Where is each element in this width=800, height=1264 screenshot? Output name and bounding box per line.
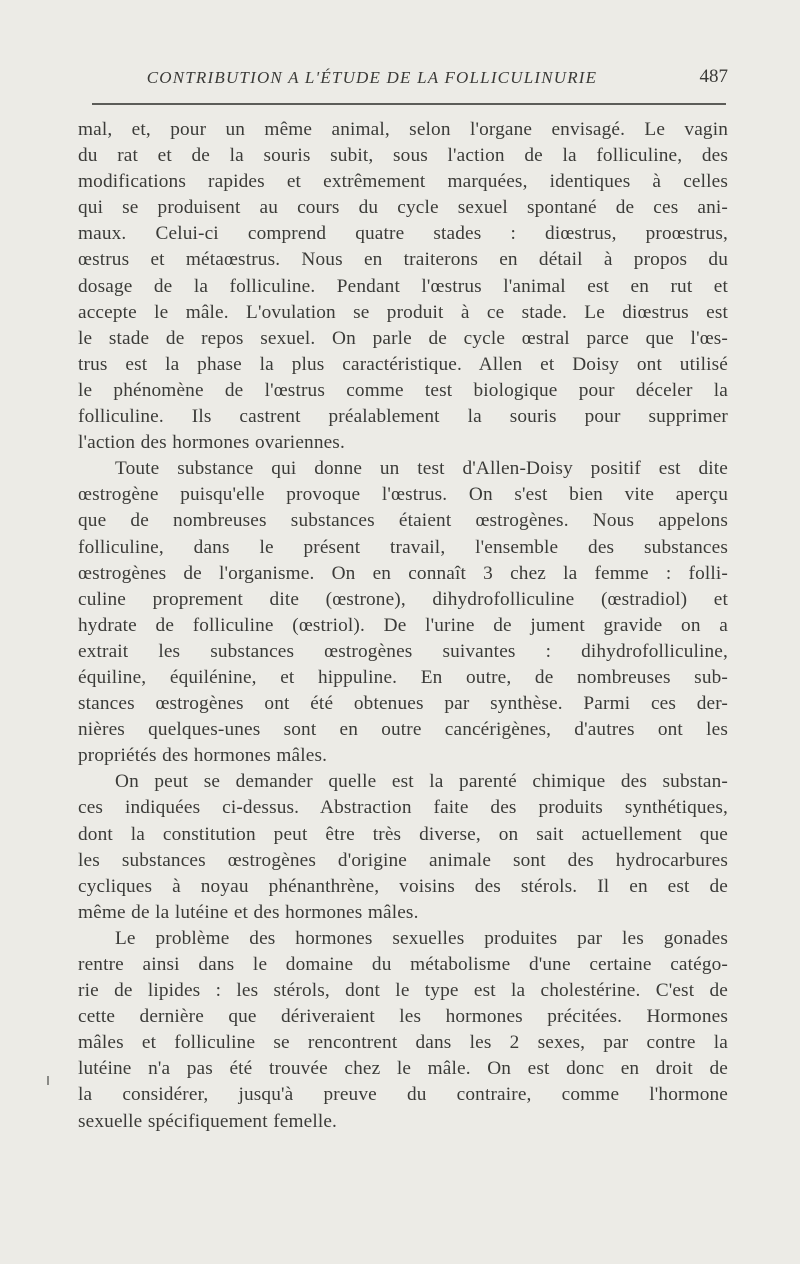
text-line: que de nombreuses substances étaient œstrogènes. Nous appelons: [78, 510, 728, 532]
text-line: stances œstrogènes ont été obtenues par synthèse. Parmi ces der-: [78, 693, 728, 715]
text-line: l'action des hormones ovariennes.: [78, 432, 345, 454]
text-line: dont la constitution peut être très diverse, on sait actuellement que: [78, 823, 728, 845]
text-line: dosage de la folliculine. Pendant l'œstrus l'animal est en rut et: [78, 275, 728, 297]
paragraph: [78, 926, 728, 1135]
text-line: la considérer, jusqu'à preuve du contraire, comme l'hormone: [78, 1084, 728, 1106]
text-line: extrait les substances œstrogènes suivantes : dihydrofolliculine,: [78, 640, 728, 662]
paragraph: [78, 456, 728, 769]
text-line: mal, et, pour un même animal, selon l'organe envisagé. Le vagin: [78, 119, 728, 140]
text-line: rie de lipides : les stérols, dont le type est la cholestérine. C'est de: [78, 980, 728, 1002]
text-line: équiline, équilénine, et hippuline. En outre, de nombreuses sub-: [78, 666, 728, 688]
text-line: les substances œstrogènes d'origine animale sont des hydrocarbures: [78, 849, 728, 871]
text-line: folliculine, dans le présent travail, l'ensemble des substances: [78, 536, 728, 558]
paragraph: [78, 769, 728, 926]
paragraph: [78, 117, 728, 456]
page-number: 487: [699, 66, 728, 87]
text-line: maux. Celui-ci comprend quatre stades : diœstrus, proœstrus,: [78, 223, 728, 245]
text-line: nières quelques-unes sont en outre cancérigènes, d'autres ont les: [78, 719, 728, 741]
margin-mark: [47, 1076, 49, 1085]
text-line: Le problème des hormones sexuelles produites par les gonades: [115, 927, 728, 949]
text-line: qui se produisent au cours du cycle sexuel spontané de ces ani-: [78, 197, 728, 219]
body-text: [78, 117, 728, 1135]
text-line: accepte le mâle. L'ovulation se produit à ce stade. Le diœstrus est: [78, 301, 728, 323]
text-line: œstrus et métaœstrus. Nous en traiterons en détail à propos du: [78, 249, 728, 271]
text-line: trus est la phase la plus caractéristique. Allen et Doisy ont utilisé: [78, 353, 728, 375]
text-line: hydrate de folliculine (œstriol). De l'urine de jument gravide on a: [78, 614, 728, 636]
text-line: même de la lutéine et des hormones mâles.: [78, 901, 419, 923]
text-line: cycliques à noyau phénanthrène, voisins des stérols. Il en est de: [78, 875, 728, 897]
text-line: le phénomène de l'œstrus comme test biologique pour déceler la: [78, 379, 728, 401]
text-line: folliculine. Ils castrent préalablement la souris pour supprimer: [78, 406, 728, 428]
text-line: Toute substance qui donne un test d'Allen-Doisy positif est dite: [115, 458, 728, 480]
header-rule: [92, 103, 726, 105]
text-line: ces indiquées ci-dessus. Abstraction faite des produits synthétiques,: [78, 797, 728, 819]
text-line: lutéine n'a pas été trouvée chez le mâle. On est donc en droit de: [78, 1058, 728, 1080]
text-line: cette dernière que dériveraient les hormones précitées. Hormones: [78, 1006, 728, 1028]
text-line: du rat et de la souris subit, sous l'action de la folliculine, des: [78, 145, 728, 167]
text-line: On peut se demander quelle est la parenté chimique des substan-: [115, 771, 728, 793]
text-line: culine proprement dite (œstrone), dihydrofolliculine (œstradiol) et: [78, 588, 728, 610]
text-line: œstrogènes de l'organisme. On en connaît 3 chez la femme : folli-: [78, 562, 728, 584]
text-line: rentre ainsi dans le domaine du métabolisme d'une certaine catégo-: [78, 954, 728, 975]
text-line: modifications rapides et extrêmement marquées, identiques à celles: [78, 171, 728, 193]
text-line: propriétés des hormones mâles.: [78, 745, 328, 767]
running-head: [92, 64, 728, 94]
running-title: CONTRIBUTION A L'ÉTUDE DE LA FOLLICULINURIE: [146, 68, 598, 87]
text-line: sexuelle spécifiquement femelle.: [78, 1110, 338, 1132]
text-line: mâles et folliculine se rencontrent dans les 2 sexes, par contre la: [78, 1032, 728, 1054]
text-line: œstrogène puisqu'elle provoque l'œstrus. On s'est bien vite aperçu: [78, 484, 728, 506]
text-line: le stade de repos sexuel. On parle de cycle œstral parce que l'œs-: [78, 327, 728, 349]
